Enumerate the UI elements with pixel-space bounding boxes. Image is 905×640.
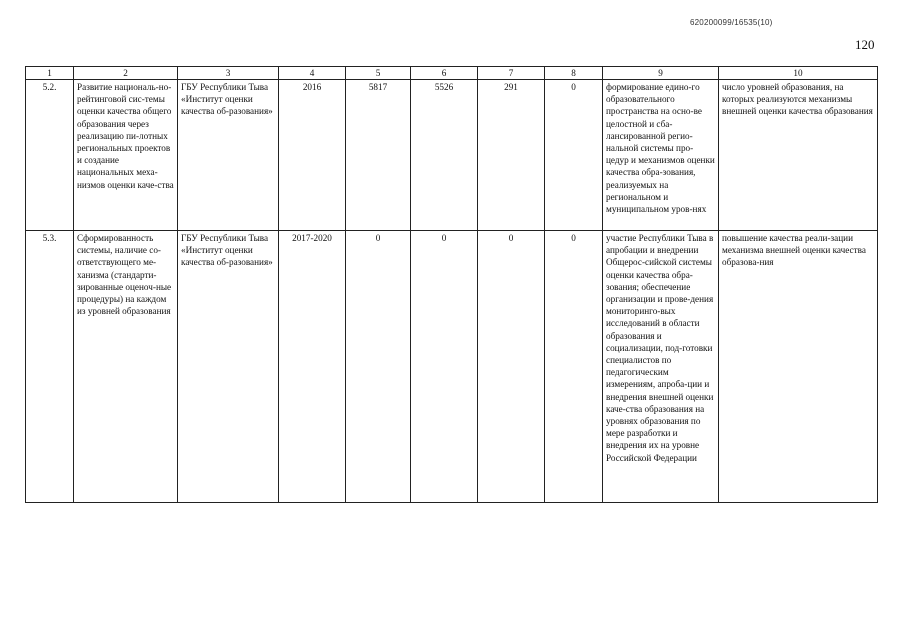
measure-name: Сформированность системы, наличие со-ответствующего ме-ханизма (стандарти-зированные оценоч-ные процедуры) на каждом из уровней образования (74, 231, 178, 503)
column-number-5: 5 (346, 67, 411, 80)
column-number-row (26, 67, 878, 80)
page-number: 120 (855, 37, 875, 52)
column-number-1: 1 (26, 67, 74, 80)
funding-total: 5817 (346, 80, 411, 231)
column-number-9: 9 (603, 67, 719, 80)
column-number-7: 7 (478, 67, 545, 80)
indicator: повышение качества реали-зации механизма внешней оценки качества образова-ния (719, 231, 878, 503)
funding-total: 0 (346, 231, 411, 503)
row-number: 5.2. (26, 80, 74, 231)
table-row (26, 80, 878, 231)
column-number-10: 10 (719, 67, 878, 80)
column-number-8: 8 (545, 67, 603, 80)
row-number: 5.3. (26, 231, 74, 503)
years: 2016 (279, 80, 346, 231)
funding-col-8: 0 (545, 80, 603, 231)
executor: ГБУ Республики Тыва «Институт оценки качества об-разования» (178, 231, 279, 503)
executor: ГБУ Республики Тыва «Институт оценки качества об-разования» (178, 80, 279, 231)
funding-col-8: 0 (545, 231, 603, 503)
funding-col-6: 5526 (411, 80, 478, 231)
document-id: 620200099/16535(10) (690, 18, 773, 27)
funding-col-6: 0 (411, 231, 478, 503)
program-table (25, 66, 878, 503)
years: 2017-2020 (279, 231, 346, 503)
measure-name: Развитие националь-но-рейтинговой сис-темы оценки качества общего образования через реализацию пи-лотных региональных проектов и создание национальных меха-низмов оценки каче-ства (74, 80, 178, 231)
column-number-6: 6 (411, 67, 478, 80)
column-number-2: 2 (74, 67, 178, 80)
column-number-3: 3 (178, 67, 279, 80)
indicator: число уровней образования, на которых реализуются механизмы внешней оценки качества образования (719, 80, 878, 231)
funding-col-7: 291 (478, 80, 545, 231)
expected-result: участие Республики Тыва в апробации и внедрении Общерос-сийской системы оценки качества обра-зования; обеспечение организации и прове-дения мониторинго-вых исследований в области образования и социализации, под-готовки специалистов по педагогическим измерениям, апроба-ции и внедрения внешней оценки каче-ства образования на уровнях образования по мере разработки и внедрения их на уровне Российской Федерации (603, 231, 719, 503)
column-number-4: 4 (279, 67, 346, 80)
expected-result: формирование едино-го образовательного пространства на осно-ве целостной и сба-лансированной регио-нальной системы про-цедур и механизмов оценки качества обра-зования, реализуемых на региональном и муниципальном уров-нях (603, 80, 719, 231)
table-row (26, 231, 878, 503)
funding-col-7: 0 (478, 231, 545, 503)
